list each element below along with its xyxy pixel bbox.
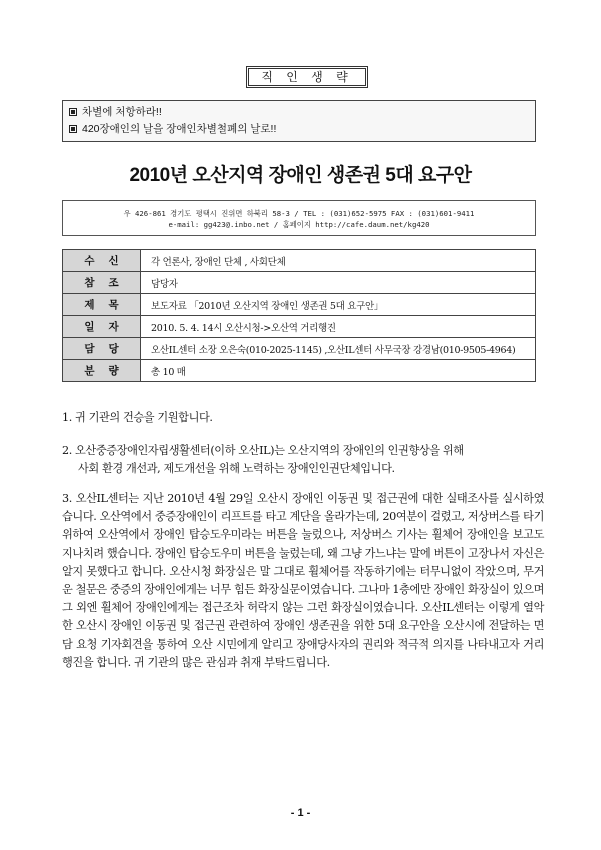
table-row	[63, 250, 536, 272]
table-row	[63, 272, 536, 294]
contact-box	[62, 200, 536, 236]
slogan-item	[69, 121, 529, 138]
page-number: - 1 -	[290, 807, 311, 819]
table-key: 담당	[63, 338, 141, 360]
paragraph-3: 3. 오산IL센터는 지난 2010년 4월 29일 오산시 장애인 이동권 및 접근권에 대한 실태조사를 실시하였습니다. 오산역에서 중증장애인이 리프트를 타고 계단을 올라가는데, 20여분이 걸렸고, 저상버스를 타기 위하여 오산역에서 장애인 탑승도우미라는 버튼을 눌렀으나, 저상버스 기사는 휠체어 장애인을 보고도 지나치려 했습니다. 장애인 탑승도우미 버튼을 눌렀는데, 왜 그냥 가느냐는 말에 버튼이 고장나서 자신은 알지 못했다고 합니다. 오산시청 화장실은 말 그대로 휠체어를 작동하기에는 터무니없이 작았으며, 무거운 철문은 중증의 장애인에게는 너무 힘든 화장실문이였습니다. 그나마 1층에만 장애인 화장실이 있으며 그 외엔 휠체어 장애인에게는 접근조차 허락지 않는 그런 화장실이였습니다. 오산IL센터는 이렇게 열악한 오산시 장애인 이동권 및 접근권 관련하여 장애인 생존권을 위한 5대 요구안을 오산시에 전달하는 면담 요청 기자회견을 통하여 오산 시민에게 알리고 장애당사자의 권리와 적극적 의지를 나타내고자 거리 행진을 합니다. 귀 기관의 많은 관심과 취재 부탁드립니다.	[62, 492, 544, 669]
slogan-text: 420장애인의 날을 장애인차별철폐의 날로!!	[82, 123, 277, 135]
table-value: 담당자	[141, 272, 536, 294]
checkbox-bullet-icon	[69, 108, 77, 116]
info-table	[62, 249, 536, 382]
table-row	[63, 338, 536, 360]
checkbox-bullet-icon	[69, 125, 77, 133]
table-value: 오산IL센터 소장 오은숙(010-2025-1145) ,오산IL센터 사무국장 강경남(010-9505-4964)	[141, 338, 536, 360]
contact-address-line: 우 426-861 경기도 평택시 진위면 하북리 58-3 / TEL : (031)652-5975 FAX : (031)601-9411	[123, 209, 475, 218]
document-title: 2010년 오산지역 장애인 생존권 5대 요구안	[129, 165, 472, 186]
table-value: 각 언론사, 장애인 단체 , 사회단체	[141, 250, 536, 272]
table-row	[63, 316, 536, 338]
table-row	[63, 360, 536, 382]
slogan-box	[62, 100, 536, 142]
table-value: 총 10 매	[141, 360, 536, 382]
table-value: 2010. 5. 4. 14시 오산시청->오산역 거리행진	[141, 316, 536, 338]
table-row	[63, 294, 536, 316]
table-value: 보도자료 「2010년 오산지역 장애인 생존권 5대 요구안」	[141, 294, 536, 316]
table-key: 수신	[63, 250, 141, 272]
slogan-text: 차별에 처항하라!!	[82, 106, 162, 118]
table-key: 분량	[63, 360, 141, 382]
paragraph-1: 1. 귀 기관의 건승을 기원합니다.	[62, 411, 213, 424]
paragraph-2-first-line: 2. 오산중증장애인자립생활센터(이하 오산IL)는 오산지역의 장애인의 인권향상을 위해	[62, 444, 464, 457]
table-key: 제목	[63, 294, 141, 316]
contact-web-line: e-mail: gg423@.inbo.net / 홈페이지 http://cafe.daum.net/kg420	[168, 220, 430, 229]
document-stamp-label: 직 인 생 략	[246, 66, 368, 88]
table-key: 일자	[63, 316, 141, 338]
paragraph-2	[62, 442, 542, 478]
paragraph-2-continuation: 사회 환경 개선과, 제도개선을 위해 노력하는 장애인인권단체입니다.	[78, 462, 395, 475]
slogan-item	[69, 104, 529, 121]
table-key: 참조	[63, 272, 141, 294]
